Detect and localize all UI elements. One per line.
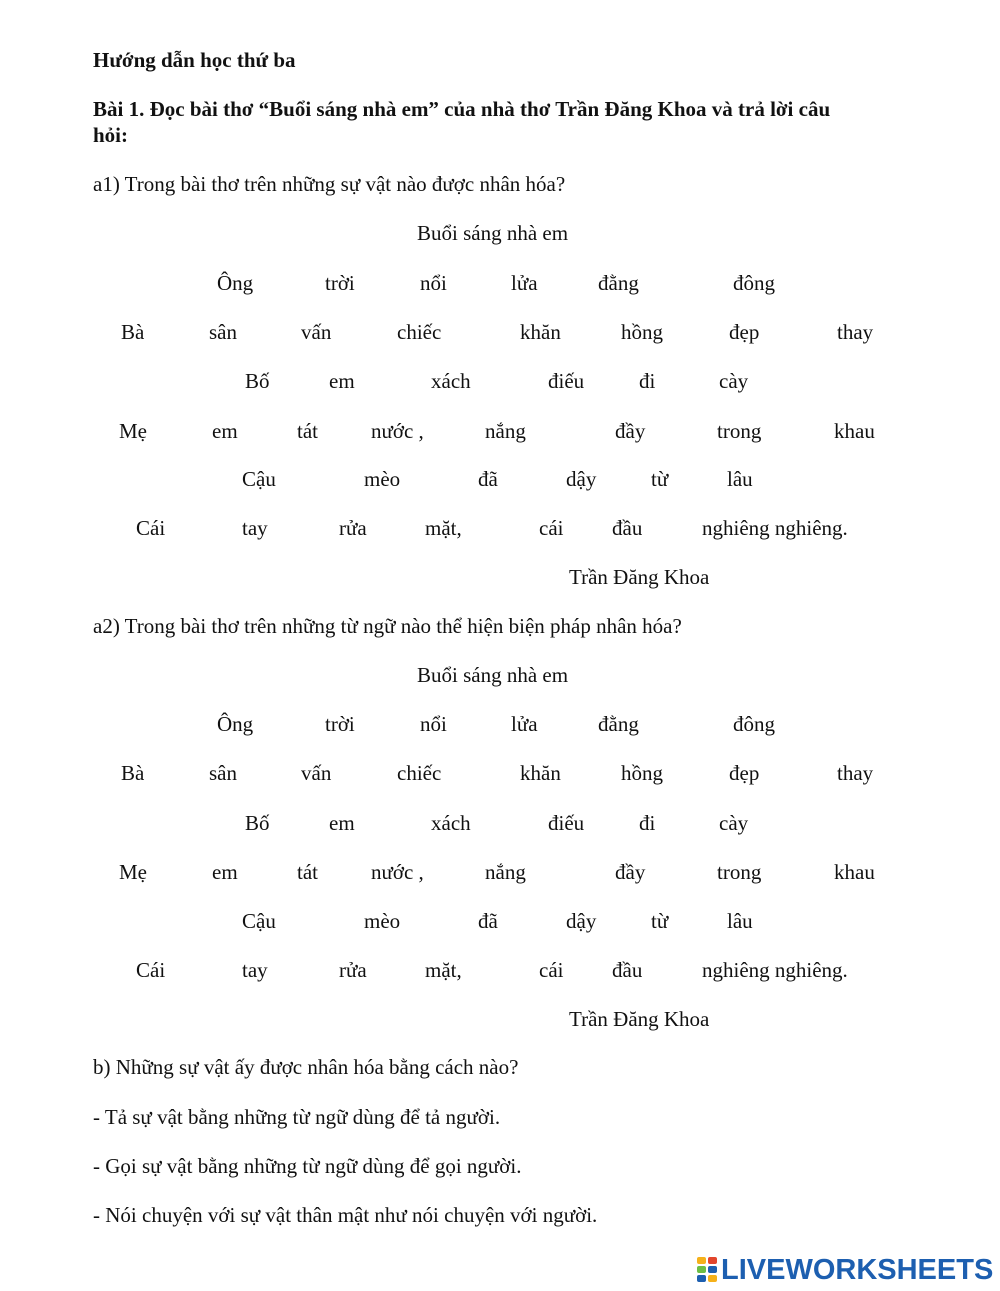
poem-word: lửa [511,712,538,736]
poem-word: trời [325,712,355,736]
liveworksheets-logo-icon [697,1257,719,1283]
poem-word: sân [209,320,237,344]
poem-word: tay [242,958,268,982]
poem-word: nghiêng nghiêng. [702,516,848,540]
poem-word: thay [837,320,874,344]
poem-word: Ông [217,712,254,736]
poem-word: đẹp [729,761,760,785]
poem-word: đầu [612,516,643,540]
poem-title: Buổi sáng nhà em [417,221,569,245]
poem-word: em [329,811,355,835]
exercise-title-line1: Bài 1. Đọc bài thơ “Buổi sáng nhà em” của nhà thơ Trần Đăng Khoa và trả lời câu [93,97,831,121]
poem-word: em [329,369,355,393]
poem-word: lửa [511,271,538,295]
poem-word: tát [297,860,318,884]
poem-word: trong [717,860,762,884]
poem-word: sân [209,761,237,785]
poem-word: đã [478,467,498,491]
poem-word: em [212,860,238,884]
liveworksheets-logo[interactable] [697,1255,993,1285]
poem-word: lâu [727,909,753,933]
answer-option-2[interactable]: - Gọi sự vật bằng những từ ngữ dùng để gọi người. [93,1154,522,1178]
poem-word: từ [651,909,669,933]
answer-option-3[interactable]: - Nói chuyện với sự vật thân mật như nói chuyện với người. [93,1203,598,1227]
poem-word: đầy [615,860,646,884]
poem-word: điếu [548,811,585,835]
poem-author: Trần Đăng Khoa [569,565,710,589]
poem-word: hồng [621,320,663,344]
page-heading: Hướng dẫn học thứ ba [93,48,296,72]
poem-word: Bà [121,320,145,344]
poem-word: đã [478,909,498,933]
poem-word: cái [539,958,564,982]
question-a1: a1) Trong bài thơ trên những sự vật nào được nhân hóa? [93,172,566,196]
poem-word: đằng [598,712,639,736]
poem-word: đầu [612,958,643,982]
poem-word: hồng [621,761,663,785]
poem-word: chiếc [397,761,442,785]
answer-option-1[interactable]: - Tả sự vật bằng những từ ngữ dùng để tả người. [93,1105,501,1129]
poem-word: từ [651,467,669,491]
poem-word: trong [717,419,762,443]
poem-word: nước , [371,419,424,443]
poem-word: đẹp [729,320,760,344]
poem-word: Cái [136,516,166,540]
poem-word: Mẹ [119,860,147,884]
poem-word: cày [719,811,749,835]
poem-word: xách [431,811,471,835]
poem-word: đằng [598,271,639,295]
poem-word: cái [539,516,564,540]
poem-word: nắng [485,860,526,884]
poem-word: mặt, [425,516,462,540]
poem-word: Bố [245,369,270,393]
poem-word: Mẹ [119,419,147,443]
poem-word: tay [242,516,268,540]
poem-word: nước , [371,860,424,884]
poem-word: dậy [566,909,597,933]
poem-word: mặt, [425,958,462,982]
poem-word: đông [733,712,775,736]
poem-word: trời [325,271,355,295]
poem-word: Bà [121,761,145,785]
poem-word: khau [834,419,875,443]
poem-word: Cậu [242,467,276,491]
poem-word: tát [297,419,318,443]
poem-word: mèo [364,909,401,933]
poem-word: chiếc [397,320,442,344]
poem-word: dậy [566,467,597,491]
poem-word: đông [733,271,775,295]
question-a2: a2) Trong bài thơ trên những từ ngữ nào thể hiện biện pháp nhân hóa? [93,614,682,638]
poem-word: đầy [615,419,646,443]
question-b: b) Những sự vật ấy được nhân hóa bằng cách nào? [93,1055,519,1079]
poem-word: vấn [301,761,332,785]
poem-word: rửa [339,958,367,982]
exercise-title-line2: hỏi: [93,123,129,147]
poem-word: thay [837,761,874,785]
poem-word: xách [431,369,471,393]
poem-word: Bố [245,811,270,835]
poem-word: đi [639,369,656,393]
poem-word: nổi [420,271,447,295]
poem-word: đi [639,811,656,835]
poem-word: Cái [136,958,166,982]
poem-author: Trần Đăng Khoa [569,1007,710,1031]
poem-word: cày [719,369,749,393]
poem-title: Buổi sáng nhà em [417,663,569,687]
poem-word: vấn [301,320,332,344]
poem-word: mèo [364,467,401,491]
poem-word: điếu [548,369,585,393]
poem-word: nắng [485,419,526,443]
poem-word: khau [834,860,875,884]
poem-word: Cậu [242,909,276,933]
poem-word: khăn [520,320,561,344]
poem-word: em [212,419,238,443]
poem-word: Ông [217,271,254,295]
poem-word: lâu [727,467,753,491]
poem-word: nổi [420,712,447,736]
poem-word: nghiêng nghiêng. [702,958,848,982]
liveworksheets-logo-text: LIVEWORKSHEETS [721,1253,994,1286]
poem-word: khăn [520,761,561,785]
poem-word: rửa [339,516,367,540]
